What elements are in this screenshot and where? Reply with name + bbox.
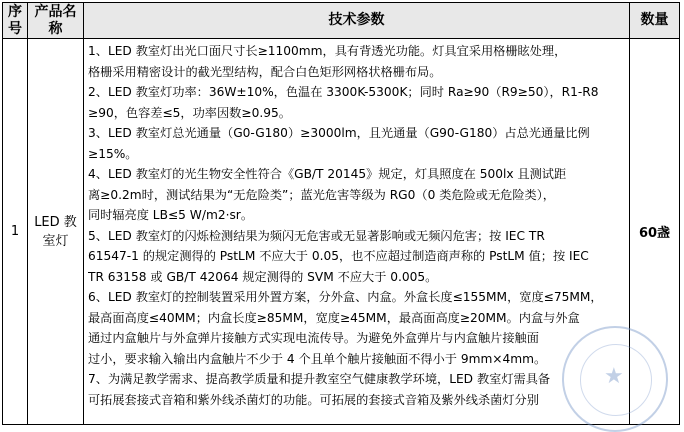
row-product-name: LED 教室灯: [28, 39, 84, 425]
header-tech-params: 技术参数: [84, 3, 630, 39]
param-line: 61547-1 的规定测得的 PstLM 不应大于 0.05，也不应超过制造商声称的 PstLM 值；按 IEC: [88, 249, 589, 263]
param-line: 1、LED 教室灯出光口面尺寸长≥1100mm，具有背透光功能。灯具宜采用格栅眩处理，: [88, 44, 567, 58]
param-line: ≥15%。: [88, 146, 138, 161]
row-quantity: 60盏: [630, 39, 680, 425]
param-line: TR 63158 或 GB/T 42064 规定测得的 SVM 不应大于 0.005。: [88, 269, 438, 284]
param-line: 3、LED 教室灯总光通量（G0-G180）≥3000lm，且光通量（G90-G180）占总光通量比例: [88, 126, 590, 140]
param-line: 离≥0.2m时，测试结果为“无危险类”；蓝光危害等级为 RG0（0 类危险或无危险类），: [88, 187, 555, 202]
table-row: [3, 39, 680, 425]
param-line: ≥90，色容差≤5，功率因数≥0.95。: [88, 105, 291, 120]
header-row: [3, 3, 680, 39]
param-line: 7、为满足教学需求、提高教学质量和提升教室空气健康教学环境，LED 教室灯需具备: [88, 372, 551, 386]
param-line: 6、LED 教室灯的控制装置采用外置方案，分外盒、内盒。外盒长度≤155MM，宽度≤75MM，: [88, 290, 603, 304]
param-line: 格栅采用精密设计的截光型结构，配合白色矩形网格状格栅布局。: [88, 64, 442, 79]
param-line: 通过内盒触片与外盒弹片接触方式实现电流传导。为避免外盒弹片与内盒触片接触面: [88, 331, 539, 345]
row-tech-params: [84, 39, 630, 425]
param-line: 同时辐亮度 LB≤5 W/m2·sr。: [88, 208, 254, 222]
param-line: 5、LED 教室灯的闪烁检测结果为频闪无危害或无显著影响或无频闪危害；按 IEC TR: [88, 228, 545, 243]
param-line: 4、LED 教室灯的光生物安全性符合《GB/T 20145》规定，灯具照度在 500lx 且测试距: [88, 167, 567, 181]
params-text-block: [88, 41, 625, 422]
param-line: 最高面高度≤40MM；内盒长度≥85MM，宽度≥45MM，最高面高度≥20MM。内盒与外盒: [88, 310, 580, 325]
seal-star-icon: ★: [604, 364, 624, 389]
spec-table: [2, 2, 680, 425]
param-line: 可拓展套接式音箱和紫外线杀菌灯的功能。可拓展的套接式音箱及紫外线杀菌灯分别: [88, 392, 539, 407]
header-product-name: 产品名称: [28, 3, 84, 39]
param-line: 过小，要求输入输出内盒触片不少于 4 个且单个触片接触面不得小于 9mm×4mm。: [88, 351, 547, 366]
row-no: 1: [3, 39, 28, 425]
header-quantity: 数量: [630, 3, 680, 39]
header-no: 序号: [3, 3, 28, 39]
param-line: 2、LED 教室灯功率：36W±10%，色温在 3300K-5300K；同时 Ra≥90（R9≥50），R1-R8: [88, 85, 599, 99]
